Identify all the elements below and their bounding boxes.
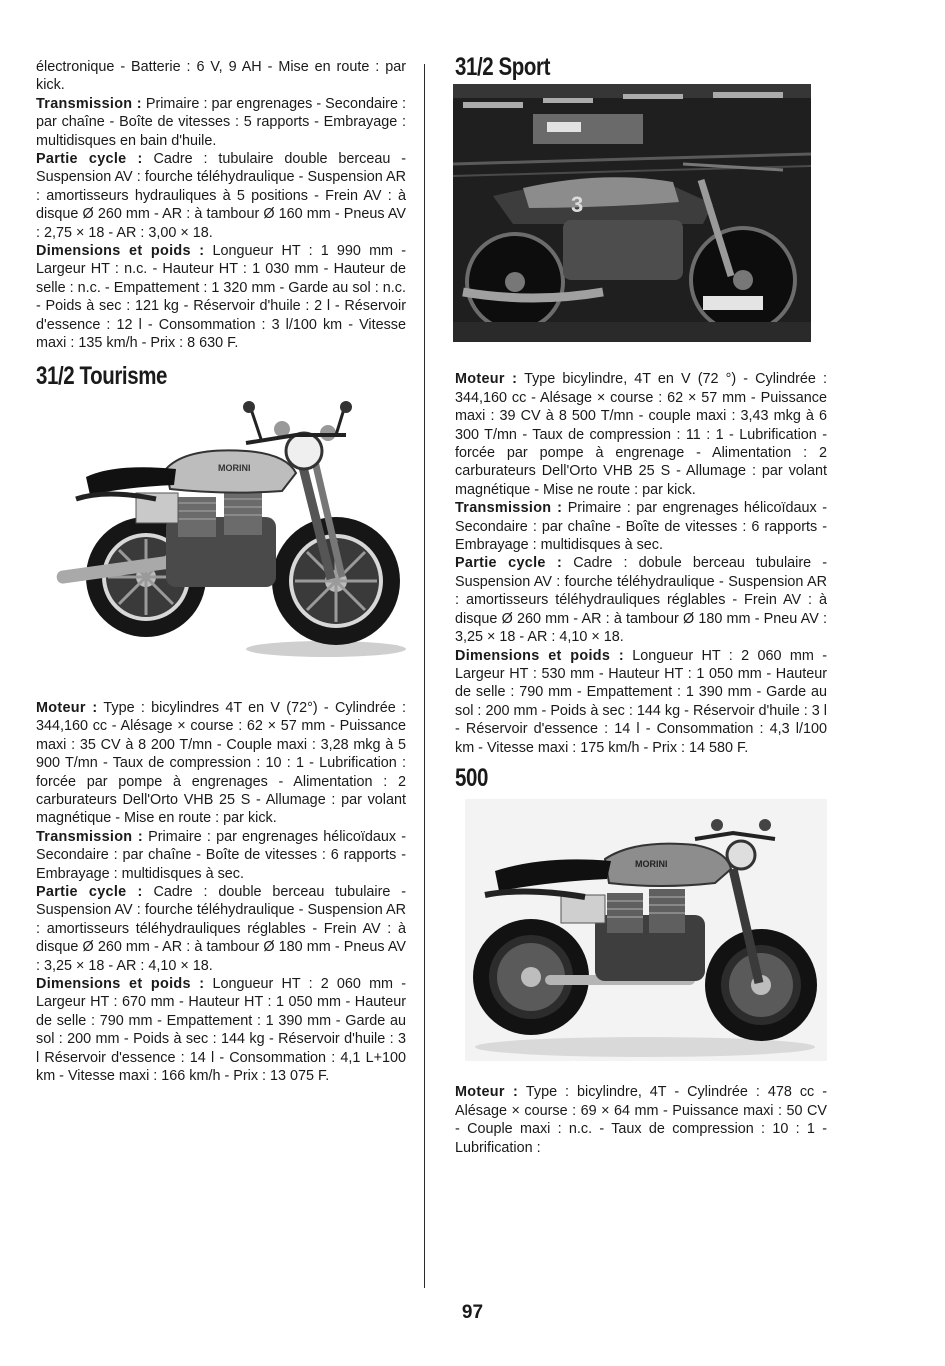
tourisme-moteur-label: Moteur : <box>36 699 98 716</box>
transmission-label: Transmission : <box>36 95 142 112</box>
sport-dims-paragraph: Dimensions et poids : Longueur HT : 2 060 mm - Largeur HT : 530 mm - Hauteur HT : 1 050 mm - Hauteur de selle : 790 mm - Empattement : 1 390 mm - Garde au sol : 200 mm - Poids à sec : 144 kg - Réservoir d'huile : 3 l - Réservoir d'essence : 14 l - Consommation : 4,3 l/100 km - Vitesse maxi : 175 km/h - Prix : 14 580 F. <box>455 647 827 756</box>
left-column <box>36 58 406 1085</box>
tourisme-transmission-label: Transmission : <box>36 828 143 845</box>
transmission-paragraph: Transmission : Primaire : par engrenages - Secondaire : par chaîne - Boîte de vitesses : 5 rapports - Embrayage : multidisques en bain d'huile. <box>36 95 407 149</box>
tank-brand-logo-500: MORINI <box>635 859 668 870</box>
dims-label: Dimensions et poids : <box>36 243 205 260</box>
tourisme-dims-label: Dimensions et poids : <box>36 976 205 992</box>
cycle-label: Partie cycle : <box>36 151 143 168</box>
sport-moteur-label: Moteur : <box>455 371 518 388</box>
sport-cycle-label: Partie cycle : <box>455 555 563 572</box>
m500-moteur-paragraph: Moteur : Type : bicylindre, 4T - Cylindrée : 478 cc - Alésage × course : 69 × 64 mm - Puissance maxi : 50 CV - Couple maxi : n.c. - Taux de compression : 10 : 1 - Lubrification : <box>455 1084 827 1156</box>
right-column <box>455 53 828 1157</box>
tourisme-motorcycle-photo <box>46 399 408 661</box>
sport-cycle-paragraph: Partie cycle : Cadre : dobule berceau tubulaire - Suspension AV : fourche téléhydraulique - Suspension AR : amortisseurs téléhydrauliques réglables - Frein AV : à disque Ø 260 mm - AR : à tambour Ø 180 mm - Pneu AV : 3,25 × 18 - AR : 4,10 × 18. <box>455 555 828 646</box>
sport-heading: 31/2 Sport <box>455 53 551 81</box>
m500-heading: 500 <box>455 763 488 792</box>
m500-motorcycle-photo <box>465 799 827 1061</box>
intro-paragraph: électronique - Batterie : 6 V, 9 AH - Mise en route : par kick. <box>36 59 406 94</box>
dims-paragraph: Dimensions et poids : Longueur HT : 1 990 mm - Largeur HT : n.c. - Hauteur HT : 1 030 mm - Hauteur de selle : n.c. - Empattement : 1 320 mm - Garde au sol : n.c. - Poids à sec : 121 kg - Réservoir d'huile : 2 l - Réservoir d'essence : 12 l - Consommation : 3 l/100 km - Vitesse maxi : 135 km/h - Prix : 8 630 F. <box>36 243 407 352</box>
cycle-paragraph: Partie cycle : Cadre : tubulaire double berceau - Suspension AV : fourche téléhydraulique - Suspension AR : amortisseurs hydrauliques à 5 positions - Frein AV : à disque Ø 260 mm - AR : à tambour Ø 160 mm - Pneus AV : 2,75 × 18 - AR : 3,00 × 18. <box>36 151 407 241</box>
sport-dims-label: Dimensions et poids : <box>455 647 624 664</box>
sport-transmission-paragraph: Transmission : Primaire : par engrenages hélicoïdaux - Secondaire : par chaîne - Boîte de vitesses : 6 rapports - Embrayage : multidisques à sec. <box>455 500 827 554</box>
column-divider <box>424 64 425 1288</box>
page-number: 97 <box>461 1302 484 1323</box>
svg-text:3: 3 <box>571 192 584 218</box>
tourisme-cycle-label: Partie cycle : <box>36 883 143 900</box>
sport-transmission-label: Transmission : <box>455 500 563 517</box>
tank-brand-logo: MORINI <box>218 462 251 473</box>
m500-moteur-label: Moteur : <box>455 1084 519 1101</box>
tourisme-moteur-paragraph: Moteur : Type : bicylindres 4T en V (72°) - Cylindrée : 344,160 cc - Alésage × course : 62 × 57 mm - Puissance maxi : 35 CV à 8 200 T/mn - Couple maxi : 3,28 mkg à 5 900 T/mn - Taux de compression : 10 : 1 - Lubrification : forcée par pompe à engrenages - Alimentation : 2 carburateurs Dell'Orto VHB 25 S - Allumage : par volant magnétique - Mise en route : par kick. <box>36 699 406 827</box>
tourisme-heading: 31/2 Tourisme <box>36 361 168 390</box>
sport-moteur-paragraph: Moteur : Type bicylindre, 4T en V (72 °) - Cylindrée : 344,160 cc - Alésage × course : 62 × 57 mm - Puissance maxi : 39 CV à 8 500 T/mn - couple maxi : 3,43 mkg à 6 300 T/mn - Taux de compression : 11 : 1 - Lubrification - forcée par pompe à engrenage - Alimentation : 2 carburateurs Dell'Orto VHB 25 S - Allumage : par volant magnétique - Mise ne route : par kick. <box>455 371 828 498</box>
tourisme-transmission-paragraph: Transmission : Primaire : par engrenages hélicoïdaux - Secondaire : par chaîne - Boîte de vitesses : 6 rapports - Embrayage : multidisques à sec. <box>36 828 407 882</box>
tourisme-dims-paragraph: Dimensions et poids : Longueur HT : 2 060 mm - Largeur HT : 670 mm - Hauteur HT : 1 050 mm - Hauteur de selle : 790 mm - Empattement : 1 390 mm - Garde au sol : 200 mm - Poids à sec : 144 kg - Réservoir d'huile : 3 l Réservoir d'essence : 14 l - Consommation : 4,1 L+100 km - Vitesse maxi : 166 km/h - Prix : 13 075 F. <box>36 976 407 1085</box>
tourisme-cycle-paragraph: Partie cycle : Cadre : double berceau tubulaire - Suspension AV : fourche téléhydraulique - Suspension AR : amortisseurs téléhydrauliques réglables - Frein AV : à disque Ø 260 mm - AR : à tambour Ø 180 mm - Pneus AV : 3,25 × 18 - AR : 4,10 × 18. <box>36 883 407 974</box>
sport-motorcycle-photo <box>453 84 811 342</box>
